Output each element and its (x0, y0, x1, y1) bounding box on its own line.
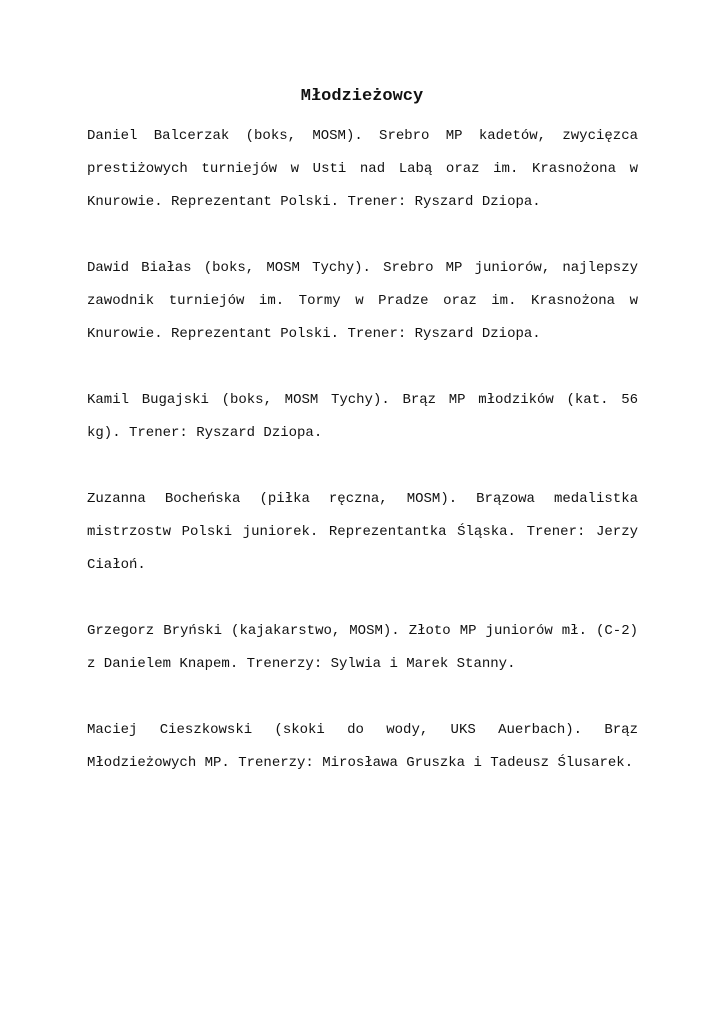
paragraph-balcerzak: Daniel Balcerzak (boks, MOSM). Srebro MP kadetów, zwycięzca prestiżowych turniejów w Usti nad Labą oraz im. Krasnożona w Knurowie. Reprezentant Polski. Trener: Ryszard Dziopa. (87, 128, 638, 210)
paragraph-bochenska: Zuzanna Bocheńska (piłka ręczna, MOSM). Brązowa medalistka mistrzostw Polski juniorek. Reprezentantka Śląska. Trener: Jerzy Ciałoń. (87, 491, 638, 573)
paragraph-brynski: Grzegorz Bryński (kajakarstwo, MOSM). Złoto MP juniorów mł. (C-2) z Danielem Knapem. Trenerzy: Sylwia i Marek Stanny. (87, 623, 638, 672)
page-title: Młodzieżowcy (300, 87, 424, 106)
paragraph-bialas: Dawid Białas (boks, MOSM Tychy). Srebro MP juniorów, najlepszy zawodnik turniejów im. Tormy w Pradze oraz im. Krasnożona w Knurowie. Reprezentant Polski. Trener: Ryszard Dziopa. (87, 260, 638, 342)
paragraph-cieszkowski: Maciej Cieszkowski (skoki do wody, UKS Auerbach). Brąz Młodzieżowych MP. Trenerzy: Mirosława Gruszka i Tadeusz Ślusarek. (87, 722, 638, 771)
paragraph-bugajski: Kamil Bugajski (boks, MOSM Tychy). Brąz MP młodzików (kat. 56 kg). Trener: Ryszard Dziopa. (87, 392, 638, 441)
document-body (87, 120, 638, 813)
